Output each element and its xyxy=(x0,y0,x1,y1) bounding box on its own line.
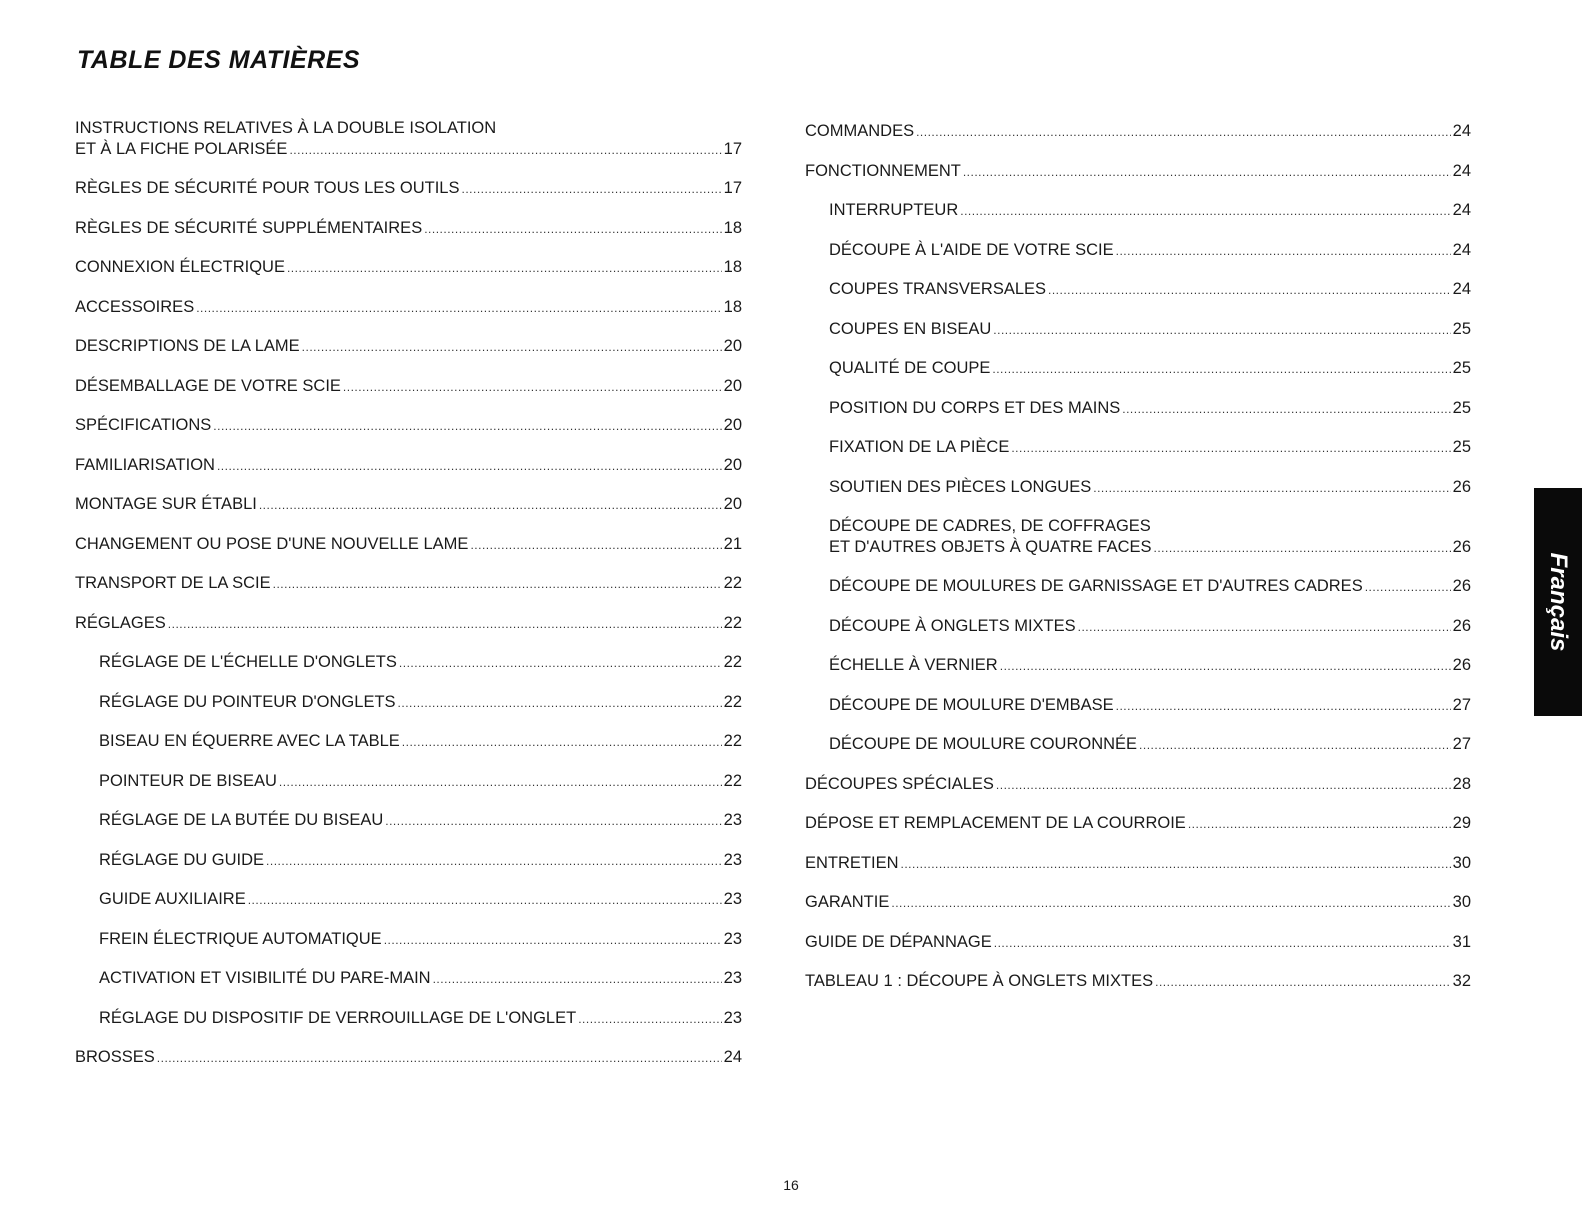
toc-subentry[interactable] xyxy=(805,437,1471,477)
toc-entry-page: 22 xyxy=(723,613,742,632)
toc-entry-label: ACCESSOIRES xyxy=(75,297,195,316)
toc-subentry[interactable] xyxy=(805,576,1471,616)
dot-leader xyxy=(1154,538,1451,559)
toc-entry-label: FREIN ÉLECTRIQUE AUTOMATIQUE xyxy=(99,929,382,948)
toc-entry-page: 23 xyxy=(723,850,742,869)
toc-entry-label: FAMILIARISATION xyxy=(75,455,215,474)
toc-entry-page: 32 xyxy=(1452,972,1471,990)
dot-leader xyxy=(217,456,722,477)
dot-leader xyxy=(994,933,1451,954)
toc-entry[interactable] xyxy=(75,118,742,178)
dot-leader xyxy=(1078,617,1451,638)
dot-leader xyxy=(1139,735,1451,756)
toc-entry-label: RÉGLAGE DE L'ÉCHELLE D'ONGLETS xyxy=(99,653,397,671)
toc-entry[interactable] xyxy=(75,613,742,653)
toc-entry[interactable] xyxy=(805,853,1471,893)
dot-leader xyxy=(462,179,722,200)
toc-entry-page: 22 xyxy=(723,574,742,592)
toc-entry-label: RÉGLAGE DU GUIDE xyxy=(99,850,265,869)
toc-entry-label: MONTAGE SUR ÉTABLI xyxy=(75,495,257,513)
toc-entry-page: 22 xyxy=(723,692,742,711)
toc-entry-page: 24 xyxy=(1452,280,1471,298)
toc-entry-label: DÉCOUPE À L'AIDE DE VOTRE SCIE xyxy=(829,240,1114,259)
toc-entry-label: DÉCOUPES SPÉCIALES xyxy=(805,774,994,793)
dot-leader xyxy=(993,320,1450,341)
toc-entry[interactable] xyxy=(75,455,742,495)
toc-entry-label: TABLEAU 1 : DÉCOUPE À ONGLETS MIXTES xyxy=(805,972,1154,990)
dot-leader xyxy=(1000,656,1451,677)
toc-subentry[interactable] xyxy=(75,810,742,850)
dot-leader xyxy=(248,890,722,911)
dot-leader xyxy=(157,1048,722,1069)
toc-entry-page: 21 xyxy=(723,534,742,553)
toc-entry-page: 22 xyxy=(723,653,742,671)
toc-entry-page: 27 xyxy=(1452,735,1471,753)
toc-subentry[interactable] xyxy=(805,358,1471,398)
toc-right-column xyxy=(805,121,1471,1011)
dot-leader xyxy=(402,732,722,753)
toc-entry-page: 24 xyxy=(1452,161,1471,180)
toc-entry[interactable] xyxy=(75,297,742,337)
toc-subentry[interactable] xyxy=(805,398,1471,438)
toc-entry-label: DÉCOUPE DE MOULURE COURONNÉE xyxy=(829,735,1138,753)
toc-entry-label: SOUTIEN DES PIÈCES LONGUES xyxy=(829,477,1092,496)
toc-entry-page: 25 xyxy=(1452,359,1471,377)
toc-entry-page: 22 xyxy=(723,771,742,790)
dot-leader xyxy=(287,258,722,279)
toc-entry-label-line1: INSTRUCTIONS RELATIVES À LA DOUBLE ISOLATION xyxy=(75,119,497,137)
toc-subentry[interactable] xyxy=(75,692,742,732)
toc-entry-page: 23 xyxy=(723,929,742,948)
toc-entry-page: 30 xyxy=(1452,853,1471,872)
toc-entry-label: COMMANDES xyxy=(805,122,915,140)
toc-entry-page: 24 xyxy=(723,1048,742,1066)
toc-entry-page: 25 xyxy=(1452,398,1471,417)
toc-entry-page: 26 xyxy=(1452,538,1471,556)
toc-entry-page: 20 xyxy=(723,337,742,355)
toc-entry[interactable] xyxy=(75,218,742,258)
toc-entry[interactable] xyxy=(75,573,742,613)
dot-leader xyxy=(891,893,1450,914)
toc-entry-page: 25 xyxy=(1452,319,1471,338)
dot-leader xyxy=(433,969,722,990)
toc-entry-label: RÉGLAGES xyxy=(75,613,166,632)
language-tab-label: Français xyxy=(1545,552,1572,652)
toc-entry[interactable] xyxy=(75,178,742,218)
dot-leader xyxy=(266,851,722,872)
toc-entry-label: ET D'AUTRES OBJETS À QUATRE FACES xyxy=(829,538,1152,556)
toc-entry-label: DÉPOSE ET REMPLACEMENT DE LA COURROIE xyxy=(805,814,1186,832)
toc-entry-label: RÉGLAGE DE LA BUTÉE DU BISEAU xyxy=(99,811,384,829)
toc-entry-label: ET À LA FICHE POLARISÉE xyxy=(75,140,288,158)
toc-entry-page: 26 xyxy=(1452,656,1471,674)
toc-subentry[interactable] xyxy=(75,968,742,1008)
toc-subentry[interactable] xyxy=(805,655,1471,695)
toc-entry[interactable] xyxy=(75,376,742,416)
toc-entry-label: SPÉCIFICATIONS xyxy=(75,416,212,434)
toc-entry-page: 17 xyxy=(723,179,742,197)
dot-leader xyxy=(168,614,722,635)
toc-entry-label: GARANTIE xyxy=(805,893,890,911)
toc-entry[interactable] xyxy=(75,257,742,297)
dot-leader xyxy=(901,854,1451,875)
dot-leader xyxy=(992,359,1450,380)
toc-entry[interactable] xyxy=(805,121,1471,161)
toc-subentry[interactable] xyxy=(805,279,1471,319)
toc-entry-label: ÉCHELLE À VERNIER xyxy=(829,656,998,674)
toc-entry[interactable] xyxy=(75,336,742,376)
toc-subentry[interactable] xyxy=(805,734,1471,774)
toc-entry-page: 23 xyxy=(723,811,742,829)
toc-entry-page: 24 xyxy=(1452,122,1471,140)
toc-subentry[interactable] xyxy=(805,616,1471,656)
dot-leader xyxy=(916,122,1451,143)
toc-subentry[interactable] xyxy=(75,889,742,929)
dot-leader xyxy=(213,416,721,437)
page-title: TABLE DES MATIÈRES xyxy=(77,46,361,74)
dot-leader xyxy=(289,140,721,161)
toc-entry-page: 31 xyxy=(1452,932,1471,951)
toc-entry-page: 30 xyxy=(1452,893,1471,911)
dot-leader xyxy=(996,775,1451,796)
toc-entry-label: GUIDE DE DÉPANNAGE xyxy=(805,932,992,951)
toc-subentry[interactable] xyxy=(75,731,742,771)
dot-leader xyxy=(1122,399,1450,420)
toc-entry-page: 24 xyxy=(1452,240,1471,259)
toc-entry[interactable] xyxy=(75,1047,742,1087)
toc-entry-label-line1: DÉCOUPE DE CADRES, DE COFFRAGES xyxy=(829,517,1151,535)
toc-entry-page: 18 xyxy=(723,297,742,316)
toc-subentry[interactable] xyxy=(75,929,742,969)
toc-entry-page: 20 xyxy=(723,455,742,474)
toc-entry-page: 24 xyxy=(1452,201,1471,219)
toc-subentry[interactable] xyxy=(805,240,1471,280)
toc-entry-label: RÈGLES DE SÉCURITÉ SUPPLÉMENTAIRES xyxy=(75,218,423,237)
toc-entry[interactable] xyxy=(805,932,1471,972)
toc-subentry[interactable] xyxy=(805,695,1471,735)
dot-leader xyxy=(470,535,721,556)
toc-subentry[interactable] xyxy=(75,771,742,811)
toc-entry-label: QUALITÉ DE COUPE xyxy=(829,359,991,377)
toc-entry-label: DÉCOUPE DE MOULURE D'EMBASE xyxy=(829,695,1114,714)
dot-leader xyxy=(302,337,722,358)
toc-entry-label: FONCTIONNEMENT xyxy=(805,161,961,180)
dot-leader xyxy=(960,201,1450,222)
dot-leader xyxy=(1116,241,1451,262)
dot-leader xyxy=(343,377,722,398)
toc-entry-label: DÉCOUPE DE MOULURES DE GARNISSAGE ET D'AUTRES CADRES xyxy=(829,577,1363,595)
toc-entry-page: 25 xyxy=(1452,438,1471,456)
toc-entry-label: BROSSES xyxy=(75,1048,155,1066)
toc-entry-label: RÉGLAGE DU POINTEUR D'ONGLETS xyxy=(99,692,396,711)
toc-entry-label: CONNEXION ÉLECTRIQUE xyxy=(75,258,285,276)
page-number: 16 xyxy=(783,1177,799,1193)
dot-leader xyxy=(1188,814,1451,835)
toc-entry[interactable] xyxy=(75,415,742,455)
toc-subentry[interactable] xyxy=(75,850,742,890)
dot-leader xyxy=(1011,438,1450,459)
toc-entry-label: DÉSEMBALLAGE DE VOTRE SCIE xyxy=(75,376,341,395)
toc-entry[interactable] xyxy=(805,971,1471,1011)
toc-entry-label: INTERRUPTEUR xyxy=(829,201,959,219)
toc-subentry[interactable] xyxy=(75,652,742,692)
toc-entry-page: 27 xyxy=(1452,695,1471,714)
toc-entry-label: DÉCOUPE À ONGLETS MIXTES xyxy=(829,616,1076,635)
dot-leader xyxy=(385,811,721,832)
toc-entry-page: 17 xyxy=(723,140,742,158)
toc-entry-label: FIXATION DE LA PIÈCE xyxy=(829,438,1010,456)
dot-leader xyxy=(384,930,722,951)
toc-entry-page: 18 xyxy=(723,218,742,237)
dot-leader xyxy=(279,772,722,793)
toc-entry-page: 29 xyxy=(1452,814,1471,832)
dot-leader xyxy=(1048,280,1451,301)
toc-entry-label: DESCRIPTIONS DE LA LAME xyxy=(75,337,300,355)
toc-entry-label: RÉGLAGE DU DISPOSITIF DE VERROUILLAGE DE L'ONGLET xyxy=(99,1008,577,1027)
dot-leader xyxy=(398,693,722,714)
toc-entry-label: POINTEUR DE BISEAU xyxy=(99,771,277,790)
toc-entry-label: COUPES TRANSVERSALES xyxy=(829,280,1047,298)
toc-subentry[interactable] xyxy=(805,319,1471,359)
toc-entry-page: 20 xyxy=(723,416,742,434)
toc-entry-label: POSITION DU CORPS ET DES MAINS xyxy=(829,398,1121,417)
toc-entry[interactable] xyxy=(805,774,1471,814)
toc-entry-page: 20 xyxy=(723,376,742,395)
toc-entry-page: 18 xyxy=(723,258,742,276)
toc-entry-label: ACTIVATION ET VISIBILITÉ DU PARE-MAIN xyxy=(99,969,431,987)
dot-leader xyxy=(1155,972,1451,993)
toc-subentry[interactable] xyxy=(805,477,1471,517)
toc-entry-page: 20 xyxy=(723,495,742,513)
toc-entry-label: CHANGEMENT OU POSE D'UNE NOUVELLE LAME xyxy=(75,534,469,553)
language-tab xyxy=(1534,488,1582,716)
dot-leader xyxy=(963,162,1451,183)
toc-entry-label: ENTRETIEN xyxy=(805,853,899,872)
toc-entry-label: BISEAU EN ÉQUERRE AVEC LA TABLE xyxy=(99,732,400,750)
dot-leader xyxy=(578,1009,721,1030)
toc-entry[interactable] xyxy=(805,892,1471,932)
toc-entry[interactable] xyxy=(75,534,742,574)
toc-entry-page: 23 xyxy=(723,1008,742,1027)
toc-subentry[interactable] xyxy=(805,516,1471,576)
dot-leader xyxy=(424,219,721,240)
toc-entry-page: 23 xyxy=(723,890,742,908)
toc-entry-page: 26 xyxy=(1452,577,1471,595)
toc-entry-page: 23 xyxy=(723,969,742,987)
toc-entry[interactable] xyxy=(805,813,1471,853)
dot-leader xyxy=(273,574,722,595)
toc-subentry[interactable] xyxy=(75,1008,742,1048)
toc-entry-label: COUPES EN BISEAU xyxy=(829,319,992,338)
toc-entry-page: 26 xyxy=(1452,477,1471,496)
toc-left-column xyxy=(75,118,742,1087)
dot-leader xyxy=(1116,696,1451,717)
toc-entry[interactable] xyxy=(75,494,742,534)
toc-entry-label: RÈGLES DE SÉCURITÉ POUR TOUS LES OUTILS xyxy=(75,179,460,197)
dot-leader xyxy=(1093,478,1450,499)
toc-entry[interactable] xyxy=(805,161,1471,201)
toc-entry-label: GUIDE AUXILIAIRE xyxy=(99,890,246,908)
toc-subentry[interactable] xyxy=(805,200,1471,240)
toc-entry-page: 28 xyxy=(1452,774,1471,793)
dot-leader xyxy=(259,495,722,516)
dot-leader xyxy=(196,298,721,319)
dot-leader xyxy=(399,653,722,674)
toc-entry-page: 22 xyxy=(723,732,742,750)
dot-leader xyxy=(1365,577,1451,598)
toc-entry-label: TRANSPORT DE LA SCIE xyxy=(75,574,271,592)
toc-entry-page: 26 xyxy=(1452,616,1471,635)
